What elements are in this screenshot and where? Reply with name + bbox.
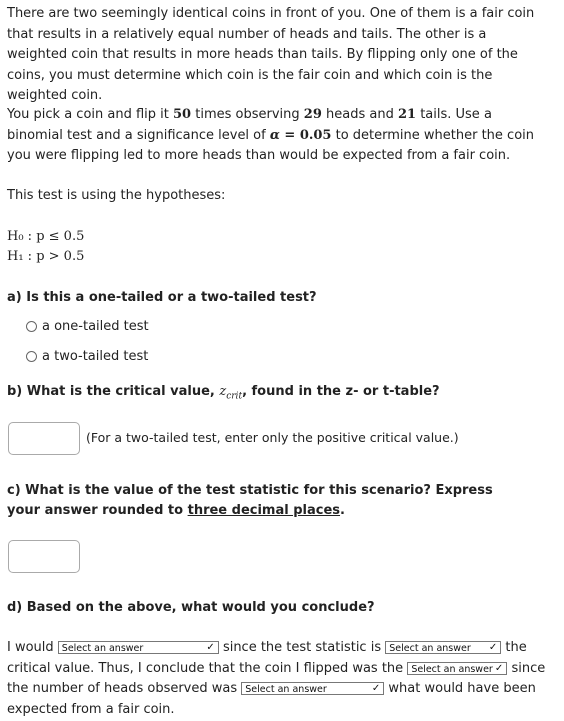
text-fragment: since the test statistic is [222,640,382,655]
question-d-label: d) Based on the above, what would you conclude? [7,600,375,615]
text-fragment: times observing [191,107,304,122]
radio-button[interactable] [26,321,37,332]
alpha-value: 0.05 [299,127,332,143]
two-tailed-note: (For a two-tailed test, enter only the positive critical value.) [86,430,459,445]
test-statistic-input[interactable] [8,540,80,573]
flip-count: 50 [173,107,192,122]
comparison-select[interactable] [385,641,501,654]
text-fragment: heads and [321,107,398,122]
text-fragment: c) What is the value of the test statistic for this scenario? Express your answer rounded to [7,483,493,518]
text-fragment: what would have been expected from a fair coin. [7,681,536,717]
question-c-label [7,481,527,521]
alpha-symbol: α [269,127,280,143]
null-hypothesis: H₀ : p ≤ 0.5 [7,229,85,244]
tails-count: 21 [397,107,417,122]
select-text: Select an answer [61,643,144,654]
option-label: a one-tailed test [42,319,149,334]
text-fragment: I would [7,640,54,655]
chevron-down-icon: ✓ [371,683,381,694]
text-fragment: to determine whether the coin you were flipping led to more heads than would be expected from a fair coin. [7,127,535,163]
hypotheses-intro: This test is using the hypotheses: [7,188,226,203]
critical-value-input[interactable] [8,422,80,455]
option-two-tailed[interactable] [26,349,148,364]
text-fragment: the critical value. Thus, I conclude that the coin I flipped was the [7,640,527,676]
chevron-down-icon: ✓ [488,642,498,653]
select-text: Select an answer [389,643,471,654]
coin-select[interactable] [407,662,507,675]
text-fragment: b) What is the critical value, [7,384,220,399]
intro-paragraph-2 [7,105,539,167]
heads-comparison-select[interactable] [241,682,384,695]
question-a-label: a) Is this a one-tailed or a two-tailed test? [7,290,317,305]
text-fragment: . [340,503,345,518]
three-decimal-places: three decimal places [187,503,341,518]
z-symbol: z [219,384,227,399]
select-text: Select an answer [245,684,327,695]
decision-select[interactable] [58,641,219,654]
select-text: Select an answer [411,663,493,675]
intro-paragraph-1: There are two seemingly identical coins in front of you. One of them is a fair coin that results in a relatively equal number of heads and tails. The other is a weighted coin that results in more heads than tails. By flipping only one of the coins, you must determine which coin is the fair coin and which coin is the weighted coin. [7,6,535,103]
text-fragment: since the number of heads observed was [7,660,546,696]
radio-button[interactable] [26,351,37,362]
alternative-hypothesis: H₁ : p > 0.5 [7,249,85,264]
conclusion-paragraph [7,638,552,720]
text-fragment: tails. Use a binomial test and a significance level of [7,107,492,143]
heads-count: 29 [303,107,322,122]
option-one-tailed[interactable] [26,319,149,334]
question-b-label [7,384,440,402]
chevron-down-icon: ✓ [206,642,215,653]
chevron-down-icon: ✓ [494,662,504,674]
equals-sign: = [279,127,300,143]
option-label: a two-tailed test [42,349,149,364]
text-fragment: You pick a coin and flip it [7,107,174,122]
text-fragment: , found in the z- or t-table? [242,384,440,399]
crit-subscript: crit [226,391,243,402]
